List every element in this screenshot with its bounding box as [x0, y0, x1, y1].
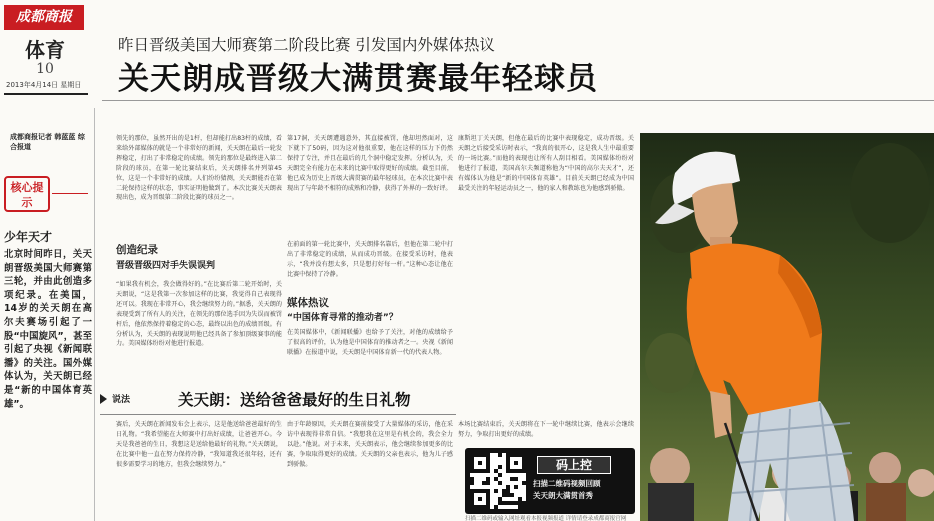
masthead-logo: 成都商报: [4, 5, 84, 30]
qr-module: [522, 505, 526, 509]
article-column-2b: 在前面的第一轮比赛中，关天朗排名靠后，但他在第二轮中打出了非常稳定的成绩，从而成功晋级。在接受采访时，他表示，“我并没有想太多，只是想打好每一杆。”这种心态让他在比赛中保持了冷静。: [287, 241, 453, 278]
article-column-1: 领先的那位，虽然开出的是1杆，但却能打出83杆的成绩，看来给外部媒体的就是一个非常好的新闻，关天朗在最后一轮发挥稳定，打出了非常稳定的成绩。领先的那位是最终进入第二阶段的球员，在第一轮比赛结束后，关天朗排名并列第45位，这是一个非常好的成绩。人们纷纷猜测，关天朗能否在第二轮保持这样的状态，事实证明他做到了。本次比赛关天朗表现出色，成为晋级第二阶段比赛的球员之一。: [116, 135, 282, 202]
article-column-2c: 在美国媒体中，《新闻联播》也给予了关注，对他的成绩给予了很高的评价，认为他是中国体育的推动者之一。央视《新闻联播》在报道中说，关天朗是中国体育新一代的代表人物。: [287, 329, 453, 356]
qr-module: [494, 489, 498, 493]
qr-ad-line-2: 关天朗大满贯首秀: [533, 491, 593, 500]
article-column-2: 第17洞，关天朗遭遇意外，其直接被罚，他却坦然面对，这下就下了50码，因为这对他很重要，他在这样的压力下仍然保持了专注，并且在最后的几个洞中稳定发挥。分析认为，关天朗完全有能力在未来的比赛中取得更好的成绩。截至目前，他已成为历史上晋级大满贯赛的最年轻球员，在本次比赛中表现出了与年龄不相符的成熟和冷静，获得了外界的一致好评。: [287, 135, 453, 192]
subhead-records: 创造纪录: [116, 244, 158, 256]
box-story-column-3: 本场比赛结束后，关天朗将在下一轮中继续比赛，他表示会继续努力，争取打出更好的成绩。: [458, 421, 634, 438]
golfer-photo-illustration: [640, 133, 934, 521]
qr-module: [478, 497, 482, 501]
qr-module: [486, 469, 490, 473]
core-tip-line: [52, 193, 88, 194]
qr-module: [498, 465, 502, 469]
qr-module: [514, 485, 518, 489]
qr-module: [510, 493, 514, 497]
issue-date: 2013年4月14日 星期日: [6, 81, 82, 89]
article-column-3: 康斯坦丁关天朗，但他在最后的比赛中表现稳定，成功晋级。关天朗之后接受采访时表示，“我真的很开心，这是我人生中最重要的一场比赛。”而他的表现也让所有人刮目相看。美国媒体纷纷对他进行了报道，美国高尔夫频道称他为“中国的高尔夫天才”，还有媒体认为他是“新的中国体育英雄”。目前关天朗已经成为中国最受关注的年轻运动员之一，他的家人和教练也为他感到骄傲。: [458, 135, 634, 192]
box-story-rule: [100, 414, 456, 415]
box-story-title: 关天朗：送给爸爸最好的生日礼物: [178, 391, 411, 409]
box-story-tag: 说法: [112, 395, 131, 405]
qr-ad-line-1: 扫描二维码视频回顾: [533, 479, 601, 488]
qr-module: [486, 481, 490, 485]
sidebar-summary: 北京时间昨日，关天朗晋级美国大师赛第三轮，并由此创造多项纪录。在美国，14岁的关天朗在高尔夫赛场引起了一股“中国旋风”，甚至引起了央视《新闻联播》的关注。国外媒体认为，关天朗已经是“新的中国体育英雄”。: [4, 249, 92, 410]
qr-code[interactable]: [470, 453, 526, 509]
qr-module: [498, 453, 502, 457]
qr-module: [486, 505, 490, 509]
qr-module: [494, 505, 498, 509]
article-headline: 关天朗成晋级大满贯赛最年轻球员: [118, 61, 598, 97]
qr-ad-tag: 码上控: [537, 456, 611, 474]
qr-module: [522, 481, 526, 485]
golfer-photo: [640, 133, 934, 521]
page-number: 10: [36, 61, 54, 77]
subhead-media: 媒体热议: [287, 297, 329, 309]
headline-rule: [102, 100, 934, 101]
masthead-rule: [4, 93, 88, 95]
qr-module: [498, 473, 502, 477]
article-kicker: 昨日晋级美国大师赛第二阶段比赛 引发国内外媒体热议: [118, 36, 495, 54]
qr-module: [522, 469, 526, 473]
qr-module: [478, 461, 482, 465]
box-marker-icon: [100, 394, 107, 404]
qr-module: [498, 481, 502, 485]
qr-ad[interactable]: [465, 448, 635, 514]
core-tip-badge: 核心提示: [4, 176, 50, 212]
article-byline: 成都商报记者 韩蓝蓝 综合报道: [10, 133, 85, 151]
article-column-1b: “如果我有机会，我会做得好的。”在比赛后第二轮开始时，关天朗说，“这是我第一次参加这样的比赛，我觉得自己表现得还可以。我现在非常开心，我会继续努力的。”据悉，关天朗的表现受到了所有人的关注，在领先的那位选手因为失误而被罚杆后，他依然保持着稳定的心态，最终以出色的成绩晋级。有分析认为，关天朗的表现说明他已经具备了参加顶级赛事的能力。美国媒体纷纷对他进行报道。: [116, 281, 282, 348]
sidebar-divider: [94, 108, 95, 521]
qr-module: [470, 481, 474, 485]
qr-ad-caption: 扫描二维码或输入网址观看本报视频报道 详情请登录成都商报官网: [465, 516, 627, 521]
subhead-records-sub: 晋级晋级四对手失误误判: [116, 261, 216, 271]
sidebar-title: 少年天才: [4, 230, 53, 244]
box-story-column-1: 赛后，关天朗在新闻发布会上表示，这是他送给爸爸最好的生日礼物。“我希望能在大师赛中打出好成绩，让爸爸开心。今天是我爸爸的生日，我想这是送给他最好的礼物。”关天朗说，在比赛中他一直在努力保持冷静，“我知道我还很年轻，还有很多需要学习的地方，但我会继续努力。”: [116, 421, 282, 468]
qr-module: [514, 477, 518, 481]
subhead-media-quote: “中国体育寻常的推动者”？: [287, 313, 398, 323]
box-story-column-2: 由于年龄原因，关天朗在赛前接受了大量媒体的采访，他在采访中表现得非常自信。“我想我在这里是有机会的，我会全力以赴。”他说。对于未来，关天朗表示，他会继续参加更多的比赛，争取取得更好的成绩。关天朗的父亲也表示，他为儿子感到骄傲。: [287, 421, 453, 468]
qr-module: [514, 461, 518, 465]
section-title: 体育: [25, 38, 65, 62]
